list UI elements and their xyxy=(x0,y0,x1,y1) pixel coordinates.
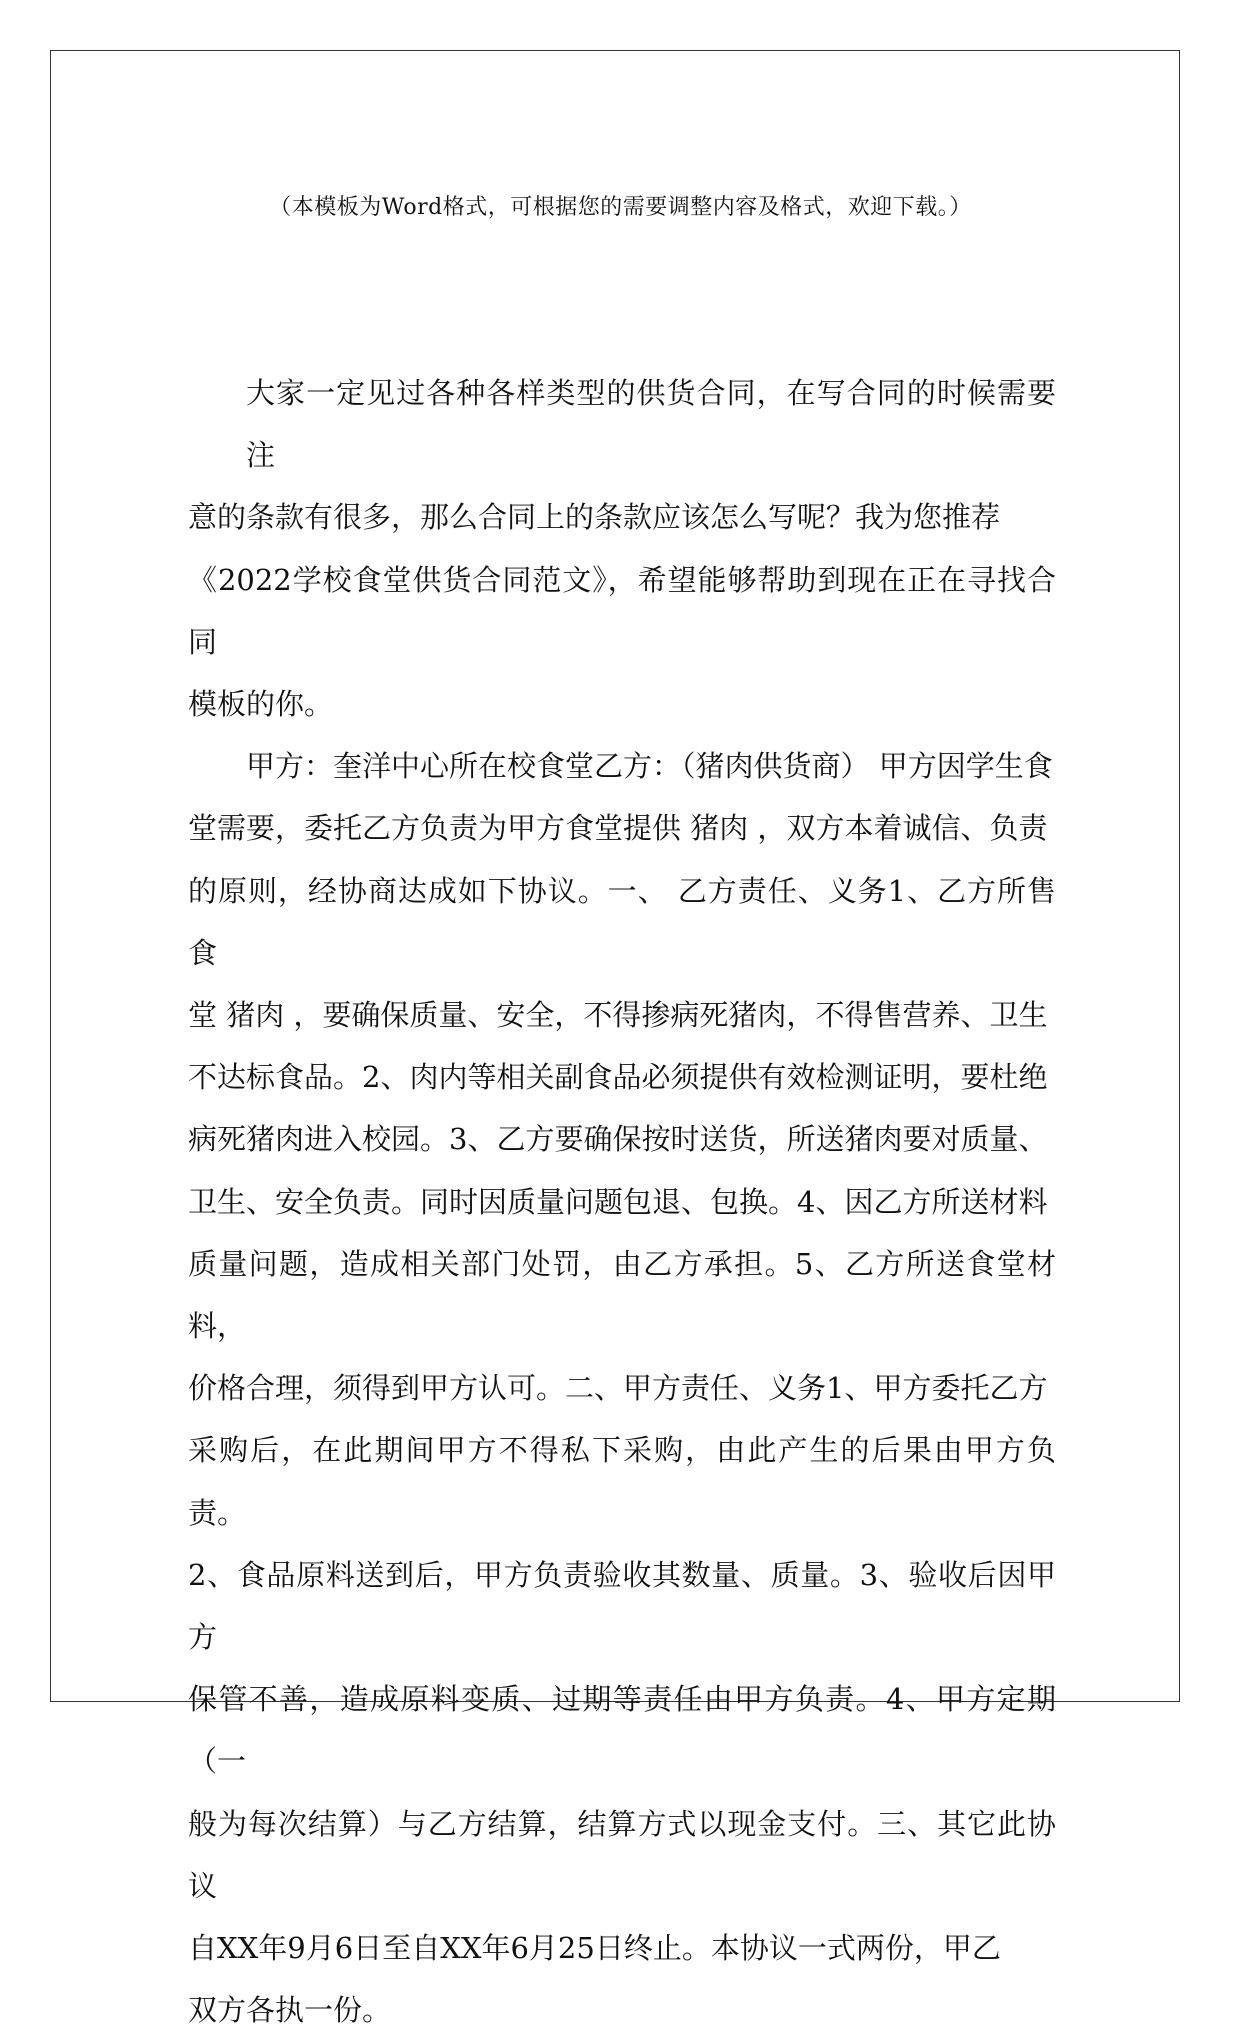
text-line: 质量问题，造成相关部门处罚，由乙方承担。5、乙方所送食堂材料， xyxy=(188,1246,1056,1344)
text-line: 自XX年9月6日至自XX年6月25日终止。本协议一式两份，甲乙 xyxy=(188,1931,1001,1966)
text-line: 采购后，在此期间甲方不得私下采购，由此产生的后果由甲方负责。 xyxy=(188,1433,1056,1530)
text-line: 病死猪肉进入校园。3、乙方要确保按时送货，所送猪肉要对质量、 xyxy=(188,1122,1048,1157)
text-line: 甲方：奎洋中心所在校食堂乙方：（猪肉供货商） 甲方因学生食 xyxy=(246,749,1053,784)
text-line: 2、食品原料送到后，甲方负责验收其数量、质量。3、验收后因甲方 xyxy=(188,1557,1056,1655)
text-line: 价格合理，须得到甲方认可。二、甲方责任、义务1、甲方委托乙方 xyxy=(188,1371,1048,1406)
document-body xyxy=(188,362,1056,2041)
text-line: 保管不善，造成原料变质、过期等责任由甲方负责。4、甲方定期（一 xyxy=(188,1682,1056,1779)
text-line: 堂 猪肉 ，要确保质量、安全，不得掺病死猪肉，不得售营养、卫生 xyxy=(188,998,1048,1033)
intro-paragraph xyxy=(188,362,1056,735)
contract-paragraph xyxy=(188,735,1056,2041)
text-line: 不达标食品。2、肉内等相关副食品必须提供有效检测证明，要杜绝 xyxy=(188,1060,1048,1095)
text-line: 《2022学校食堂供货合同范文》，希望能够帮助到现在正在寻找合同 xyxy=(188,562,1056,659)
template-note: （本模板为Word格式，可根据您的需要调整内容及格式，欢迎下载。） xyxy=(269,195,972,220)
text-line: 模板的你。 xyxy=(188,687,334,722)
text-line: 双方各执一份。 xyxy=(188,1993,392,2028)
text-line: 的原则，经协商达成如下协议。一、 乙方责任、义务1、乙方所售食 xyxy=(188,873,1056,970)
text-line: 卫生、安全负责。同时因质量问题包退、包换。4、因乙方所送材料 xyxy=(188,1184,1048,1219)
text-line: 大家一定见过各种各样类型的供货合同，在写合同的时候需要注 xyxy=(246,376,1056,473)
text-line: 意的条款有很多，那么合同上的条款应该怎么写呢？我为您推荐 xyxy=(188,500,1001,535)
text-line: 般为每次结算）与乙方结算，结算方式以现金支付。三、其它此协议 xyxy=(188,1806,1056,1903)
text-line: 堂需要，委托乙方负责为甲方食堂提供 猪肉 ，双方本着诚信、负责 xyxy=(188,811,1048,846)
